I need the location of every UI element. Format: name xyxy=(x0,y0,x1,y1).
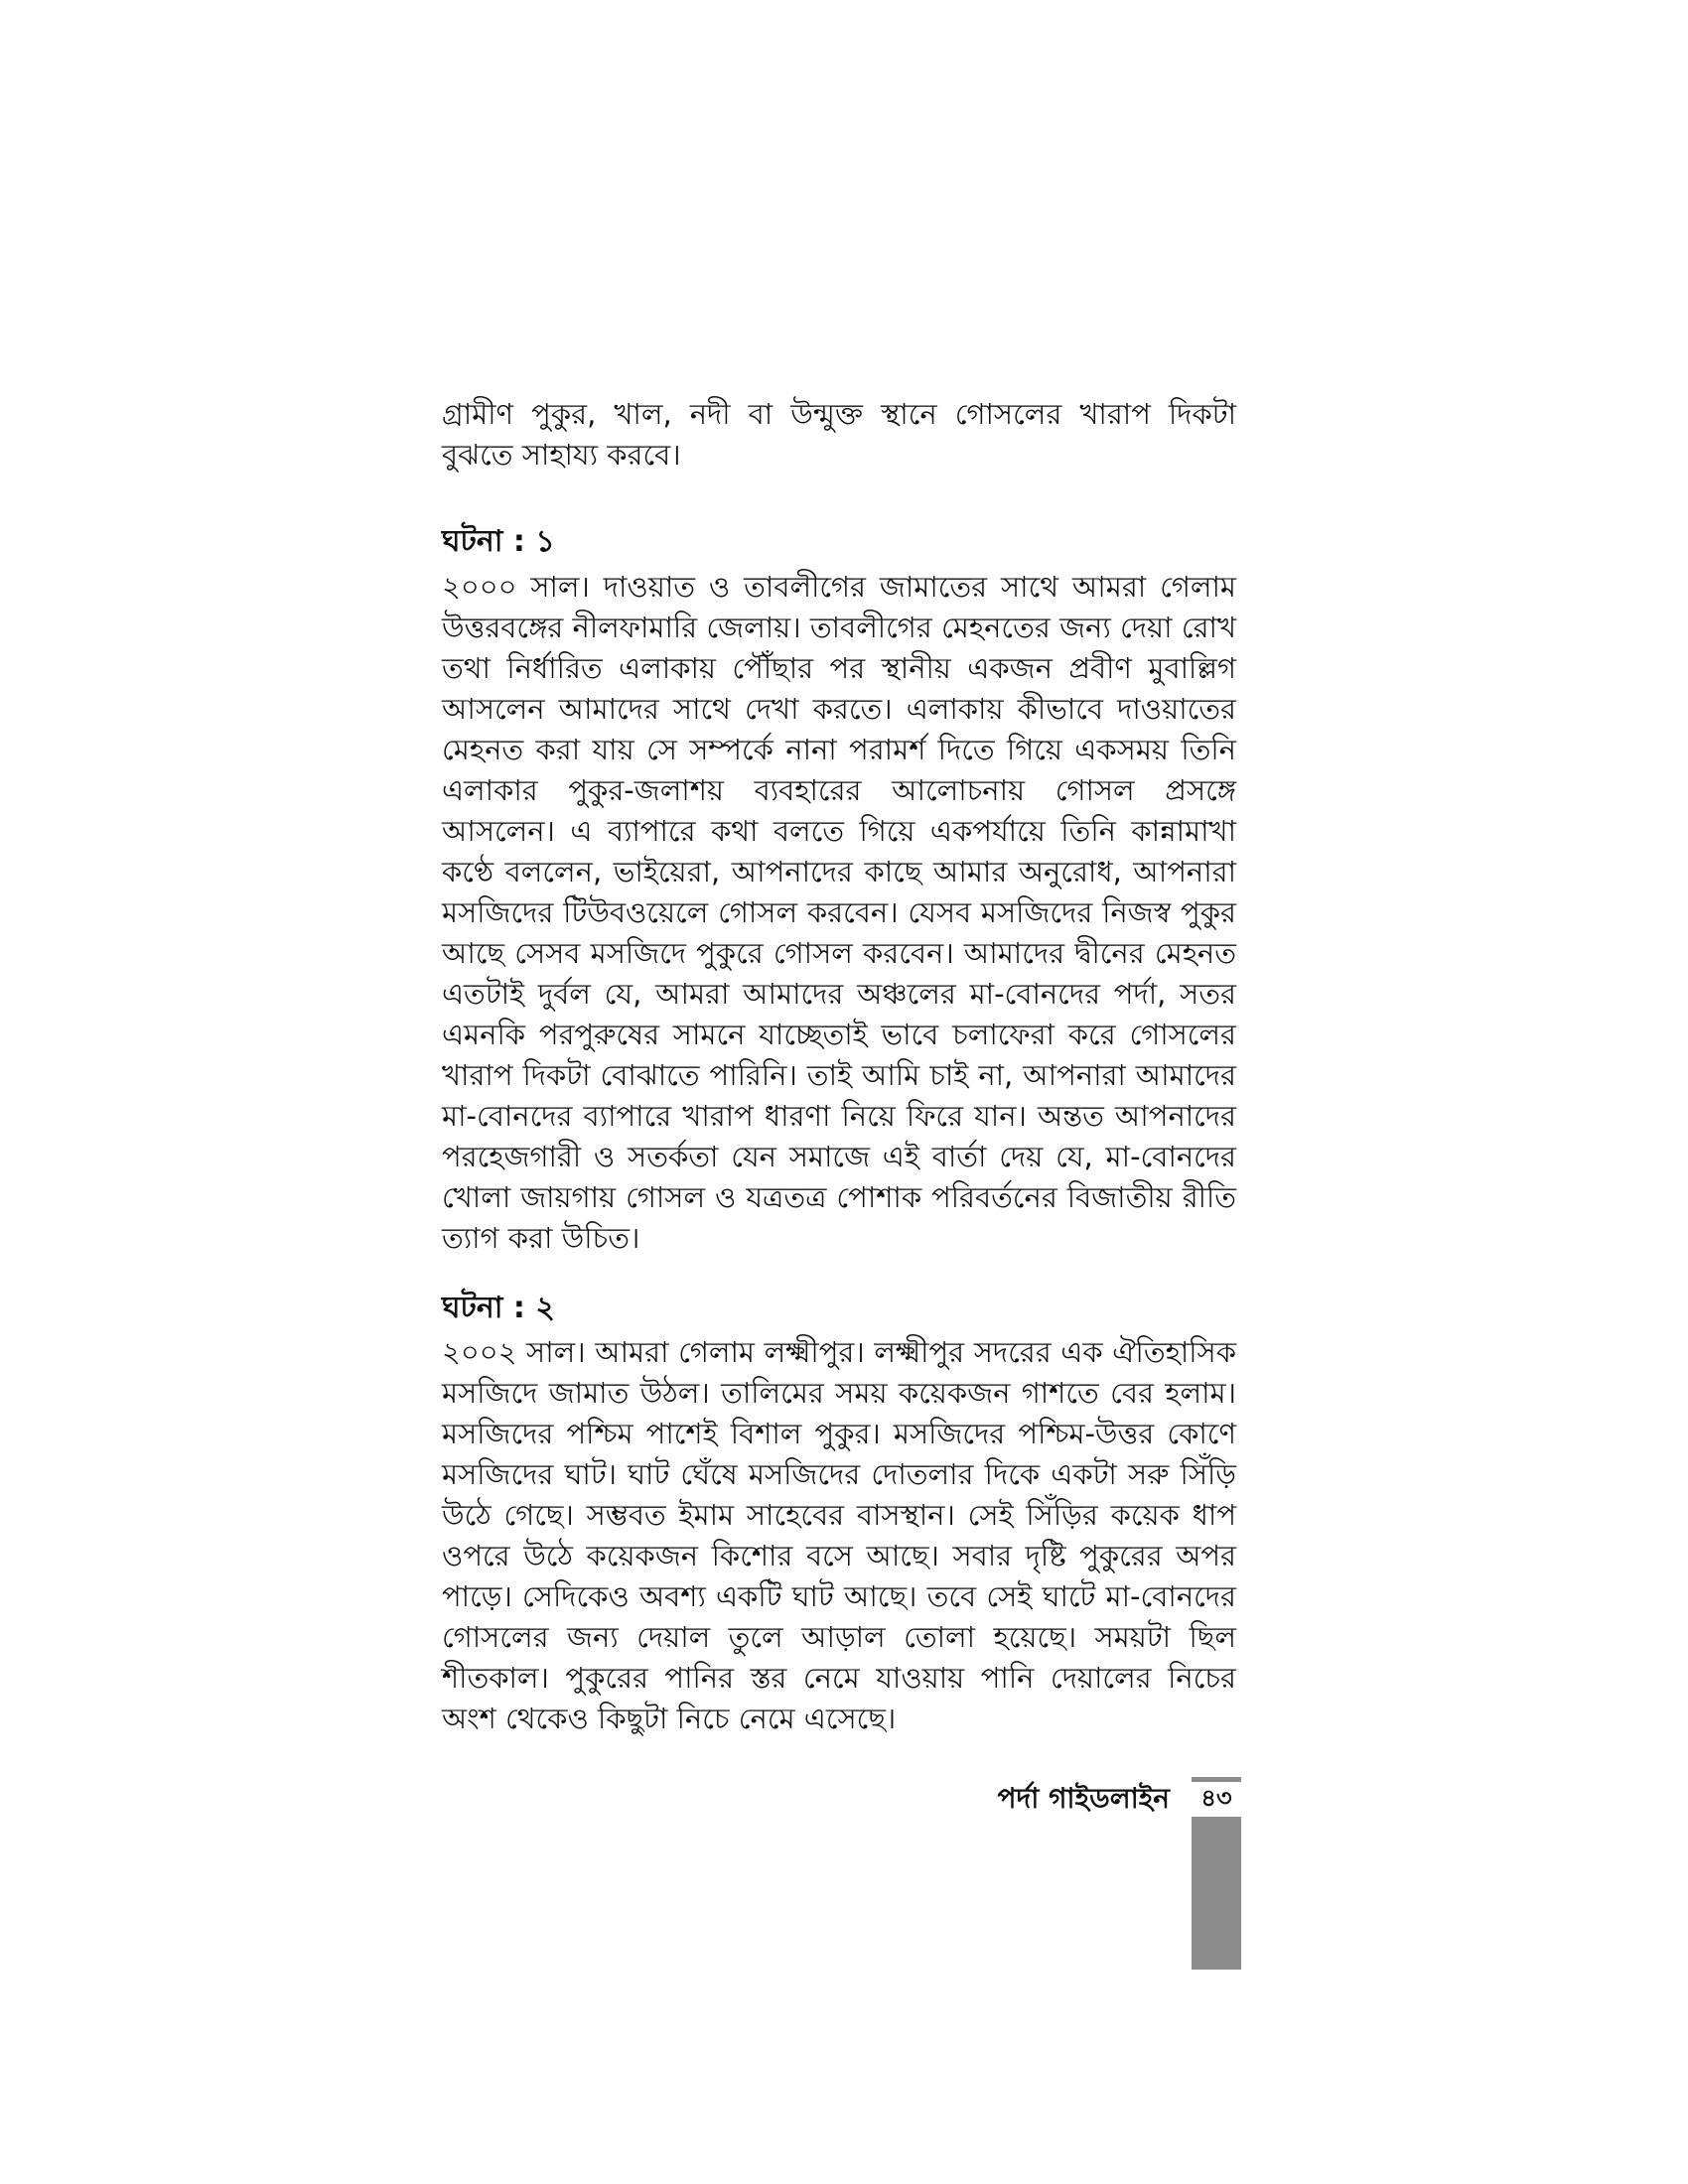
incident-2-heading: ঘটনা : ২ xyxy=(442,1291,555,1325)
incident-2-paragraph: ২০০২ সাল। আমরা গেলাম লক্ষ্মীপুর। লক্ষ্মীপুর সদরের এক ঐতিহাসিক মসজিদে জামাত উঠল। তালিমের সময় কয়েকজন গাশতে বের হলাম। মসজিদের পশ্চিম পাশেই বিশাল পুকুর। মসজিদের পশ্চিম-উত্তর কোণে মসজিদের ঘাট। ঘাট ঘেঁষে মসজিদের দোতলার দিকে একটা সরু সিঁড়ি উঠে গেছে। সম্ভবত ইমাম সাহেবের বাসস্থান। সেই সিঁড়ির কয়েক ধাপ ওপরে উঠে কয়েকজন কিশোর বসে আছে। সবার দৃষ্টি পুকুরের অপর পাড়ে। সেদিকেও অবশ্য একটি ঘাট আছে। তবে সেই ঘাটে মা-বোনদের গোসলের জন্য দেয়াল তুলে আড়াল তোলা হয়েছে। সময়টা ছিল শীতকাল। পুকুরের পানির স্তর নেমে যাওয়ায় পানি দেয়ালের নিচের অংশ থেকেও কিছুটা নিচে নেমে এসেছে। xyxy=(442,1335,1236,1735)
page-tab-bar xyxy=(1192,1817,1241,1970)
page-number: ৪৩ xyxy=(1200,1784,1232,1812)
intro-paragraph: গ্রামীণ পুকুর, খাল, নদী বা উন্মুক্ত স্থানে গোসলের খারাপ দিকটা বুঝতে সাহায্য করবে। xyxy=(442,397,1236,472)
page-tab-rule xyxy=(1192,1777,1241,1782)
book-title: পর্দা গাইডলাইন xyxy=(997,1782,1170,1815)
page-tab xyxy=(1192,1777,1241,1970)
incident-1-paragraph: ২০০০ সাল। দাওয়াত ও তাবলীগের জামাতের সাথে আমরা গেলাম উত্তরবঙ্গের নীলফামারি জেলায়। তাবলীগের মেহনতের জন্য দেয়া রোখ তথা নির্ধারিত এলাকায় পৌঁছার পর স্থানীয় একজন প্রবীণ মুবাল্লিগ আসলেন আমাদের সাথে দেখা করতে। এলাকায় কীভাবে দাওয়াতের মেহনত করা যায় সে সম্পর্কে নানা পরামর্শ দিতে গিয়ে একসময় তিনি এলাকার পুকুর-জলাশয় ব্যবহারের আলোচনায় গোসল প্রসঙ্গে আসলেন। এ ব্যাপারে কথা বলতে গিয়ে একপর্যায়ে তিনি কান্নামাখা কণ্ঠে বললেন, ভাইয়েরা, আপনাদের কাছে আমার অনুরোধ, আপনারা মসজিদের টিউবওয়েলে গোসল করবেন। যেসব মসজিদের নিজস্ব পুকুর আছে সেসব মসজিদে পুকুরে গোসল করবেন। আমাদের দ্বীনের মেহনত এতটাই দুর্বল যে, আমরা আমাদের অঞ্চলের মা-বোনদের পর্দা, সতর এমনকি পরপুরুষের সামনে যাচ্ছেতাই ভাবে চলাফেরা করে গোসলের খারাপ দিকটা বোঝাতে পারিনি। তাই আমি চাই না, আপনারা আমাদের মা-বোনদের ব্যাপারে খারাপ ধারণা নিয়ে ফিরে যান। অন্তত আপনাদের পরহেজগারী ও সতর্কতা যেন সমাজে এই বার্তা দেয় যে, মা-বোনদের খোলা জায়গায় গোসল ও যত্রতত্র পোশাক পরিবর্তনের বিজাতীয় রীতি ত্যাগ করা উচিত। xyxy=(442,570,1236,1255)
incident-1-heading: ঘটনা : ১ xyxy=(442,524,555,559)
